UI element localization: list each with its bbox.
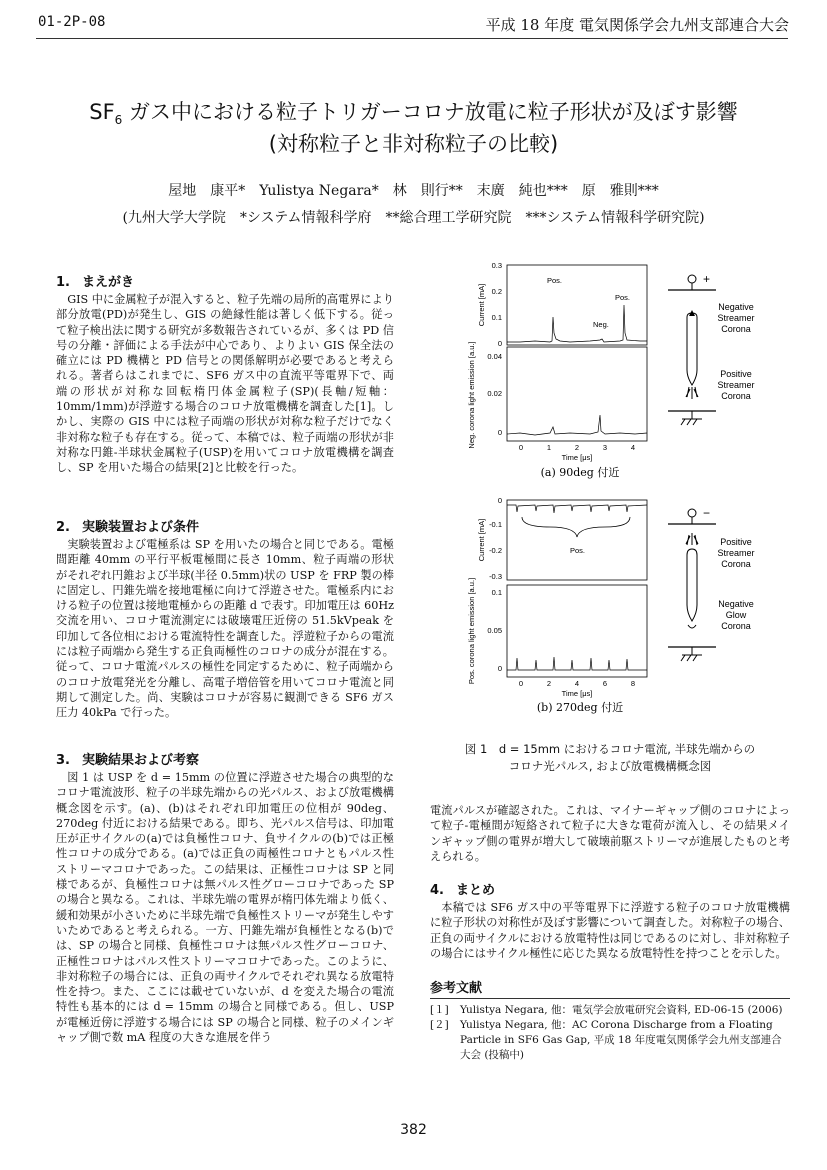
title-sf: SF [89, 100, 115, 124]
label-positive-streamer-3: Corona [721, 559, 751, 569]
subcaption-a: (a) 90deg 付近 [540, 466, 620, 479]
header-rule [36, 38, 788, 39]
ytick: 0 [497, 664, 502, 673]
ytick: 0 [497, 428, 502, 437]
title-subscript: 6 [114, 113, 123, 128]
light-waveform-a [507, 415, 647, 435]
label-positive-streamer: Positive [720, 369, 752, 379]
title-rest: ガス中における粒子トリガーコロナ放電に粒子形状が及ぼす影響 [122, 100, 738, 124]
light-waveform-b [507, 657, 647, 670]
current-waveform-b [507, 505, 647, 513]
annotation-pos: Pos. [570, 546, 586, 555]
plot-a-current-frame [507, 265, 647, 345]
label-positive-streamer: Positive [720, 537, 752, 547]
label-negative-streamer-2: Streamer [717, 313, 755, 323]
ytick: 0.3 [491, 261, 502, 270]
figure-1 [440, 255, 790, 725]
polarity-sign: + [703, 272, 711, 286]
label-positive-streamer-3: Corona [721, 391, 751, 401]
reference-item: [１] Yulistya Negara, 他：電気学会放電研究会資料, ED-06-15 (2006) [430, 1004, 783, 1017]
section-3-body: 図 1 は USP を d = 15mm の位置に浮遊させた場合の典型的なコロナ電流波形、粒子の半球先端からの光パルス、および放電機構概念図を示す。(a)、(b)はそれぞれ印加電圧の位相が 90deg、270deg 付近における結果である。即ち、光パルス信号は、印加電圧が正サイクルの(a)では負極性コロナ、負サイクルの(b)では正極性コロナの成分である。(a)では正負の両極性コロナともパルス性ストリーマコロナであった。この結果は、正極性コロナは SP と同様であるが、負極性コロナは無パルス性グローコロナであった SP の場合と異なる。これは、半球先端の電界が楕円体先端より低く、緩和効果が小さいために半球先端で負極性ストリーマが発生しやすいためであると考えられる。一方、円錐先端が負極性となる(b)では、SP の場合と同様、負極性コロナは無パルス性グローコロナ、正極性コロナはパルス性ストリーマコロナであった。このように、非対称粒子の場合には、正負の両サイクルでそれぞれ異なる放電特性を持つ。また、ここには載せていないが、d を変えた場合の電流特性も基本的には d = 15mm の場合と同様である。但し、USP が電極近傍に浮遊する場合には SP の場合と同様、粒子のメインギャップ側で数 mA 程度の大きな進展を伴う [56, 771, 394, 1045]
xtick: 6 [602, 679, 608, 688]
ytick: 0.04 [487, 352, 502, 361]
ytick: 0.2 [491, 287, 502, 296]
annotation-pos: Pos. [547, 276, 563, 285]
ytick: -0.2 [489, 546, 502, 555]
section-heading-4: 4. まとめ [430, 883, 496, 898]
ytick: -0.1 [489, 520, 502, 529]
polarity-sign: − [703, 506, 711, 520]
xlabel: Time [μs] [561, 453, 593, 462]
xtick: 2 [574, 443, 580, 452]
annotation-pos: Pos. [615, 293, 631, 302]
figure-1b [467, 496, 755, 714]
section-3-continued: 電流パルスが確認された。これは、マイナーギャップ側のコロナによって粒子-電極間が短絡されて粒子に大きな電荷が流入し、その結果メインギャップ側の電界が増大して破壊前駆ストリーマが進展したものと考えられる。 [430, 804, 790, 863]
label-negative-glow: Negative [718, 599, 754, 609]
xtick: 3 [602, 443, 608, 452]
figure-caption: 図 1 d = 15mm におけるコロナ電流, 半球先端からの コロナ光パルス, および放電機構概念図 [464, 742, 756, 773]
section-heading-1: 1. まえがき [56, 275, 135, 290]
xlabel: Time [μs] [561, 689, 593, 698]
annotation-neg: Neg. [593, 320, 609, 329]
ytick: -0.3 [489, 572, 502, 581]
ytick: 0.1 [491, 313, 502, 322]
annotation-brace [522, 517, 630, 537]
page-number: 382 [400, 1122, 427, 1138]
reference-item: [２] Yulistya Negara, 他：AC Corona Discharge from a Floating Particle in SF6 Gas Gap, 平成 18 年度電気関係学会九州支部連合大会 (投稿中) [430, 1019, 782, 1062]
label-positive-streamer-2: Streamer [717, 548, 755, 558]
xtick: 0 [518, 443, 524, 452]
xtick: 2 [546, 679, 552, 688]
xtick: 1 [546, 443, 552, 452]
xtick: 0 [518, 679, 524, 688]
xtick: 4 [630, 443, 636, 452]
plot-a-light-frame [507, 347, 647, 441]
label-negative-streamer: Negative [718, 302, 754, 312]
label-negative-glow-3: Corona [721, 621, 751, 631]
ylabel-current: Current [mA] [477, 518, 486, 562]
discharge-diagram-a [668, 272, 716, 425]
affiliation: (九州大学大学院 *システム情報科学府 **総合理工学研究院 ***システム情報科学研究院) [122, 210, 705, 226]
section-4-body: 本稿では SF6 ガス中の平等電界下に浮遊する粒子のコロナ放電機構に粒子形状の対称性が及ぼす影響について調査した。対称粒子の場合、正負の両サイクルにおける放電特性は同じであるのに対し、非対称粒子の場合にはサイクル極性に応じた異なる放電特性を持つことを示した。 [430, 901, 790, 960]
xtick: 4 [574, 679, 580, 688]
label-positive-streamer-2: Streamer [717, 380, 755, 390]
current-waveform-a [507, 305, 647, 342]
section-1-body: GIS 中に金属粒子が混入すると、粒子先端の局所的高電界により部分放電(PD)が発生し、GIS の絶縁性能は著しく低下する。従って粒子検出法に関する研究が多数報告されているが、多くは PD 信号の分離・評価による手法が中心であり、よりよい GIS 保全法の確立には PD 機構と PD 信号との関係解明が必要であると考えられる。著者らはこれまでに、SF6 ガス中の直流平等電界下で、両端の形状が対称な回転楕円体金属粒子(SP)(長軸/短軸：10mm/1mm)が浮遊する場合のコロナ放電機構を調査した[1]。しかし、実際の GIS 中には粒子両端の形状が対称な粒子だけでなく非対称な粒子も存在する。従って、本稿では、粒子両端の形状が非対称な円錐-半球状金属粒子(USP)を用いてコロナ放電機構を調査し、SP を用いた場合の結果[2]と比較を行った。 [56, 293, 394, 475]
paper-code: 01-2P-08 [38, 14, 106, 30]
figure-1a [467, 261, 755, 479]
right-column [430, 803, 790, 1063]
label-negative-streamer-3: Corona [721, 324, 751, 334]
xtick: 8 [630, 679, 636, 688]
ylabel-light: Pos. corona light emission [a.u.] [467, 577, 476, 685]
discharge-diagram-b [668, 506, 716, 661]
section-heading-2: 2. 実験装置および条件 [56, 520, 200, 535]
subcaption-b: (b) 270deg 付近 [536, 701, 624, 714]
ytick: 0 [497, 339, 502, 348]
ytick: 0.02 [487, 389, 502, 398]
ytick: 0.05 [487, 626, 502, 635]
ytick: 0.1 [491, 588, 502, 597]
ytick: 0 [497, 496, 502, 505]
label-negative-glow-2: Glow [725, 610, 747, 620]
ylabel-light: Neg. corona light emission [a.u.] [467, 341, 476, 449]
author-list: 屋地 康平* Yulistya Negara* 林 則行** 末廣 純也*** 原 雅則*** [168, 183, 659, 199]
plot-b-current-frame [507, 500, 647, 580]
plot-b-light-frame [507, 585, 647, 677]
reference-list [430, 1003, 790, 1063]
section-2-body: 実験装置および電極系は SP を用いたの場合と同じである。電極間距離 40mm の平行平板電極間に長さ 10mm、粒子両端の形状がそれぞれ円錐および半球(半径 0.5mm)状の USP を FRP 製の棒に固定し、円錐先端を接地電極に向けて浮遊させた。電極系内における粒子の位置は接地電極からの距離 d で表す。印加電圧は 60Hz 交流を用い、コロナ電流測定には破壊電圧近傍の 51.5kVpeak を印加して各位相における電流特性を調査した。浮遊粒子からの電流には粒子両端から発生する正負両極性のコロナの成分が混在する。従って、コロナ電流パルスの極性を同定するために、粒子両端からのコロナ放電発光を分離し、高電子増倍管を用いてコロナ電流と同期して測定した。尚、実験はコロナが容易に観測できる SF6 ガス圧力 40kPa で行った。 [56, 538, 394, 720]
conference-name: 平成 18 年度 電気関係学会九州支部連合大会 [485, 16, 789, 34]
section-heading-3: 3. 実験結果および考察 [56, 753, 200, 768]
left-column [56, 271, 394, 1108]
references-heading: 参考文献 [430, 977, 790, 999]
ylabel-current: Current [mA] [477, 283, 486, 327]
paper-subtitle: (対称粒子と非対称粒子の比較) [268, 132, 559, 156]
paper-title [0, 96, 827, 127]
